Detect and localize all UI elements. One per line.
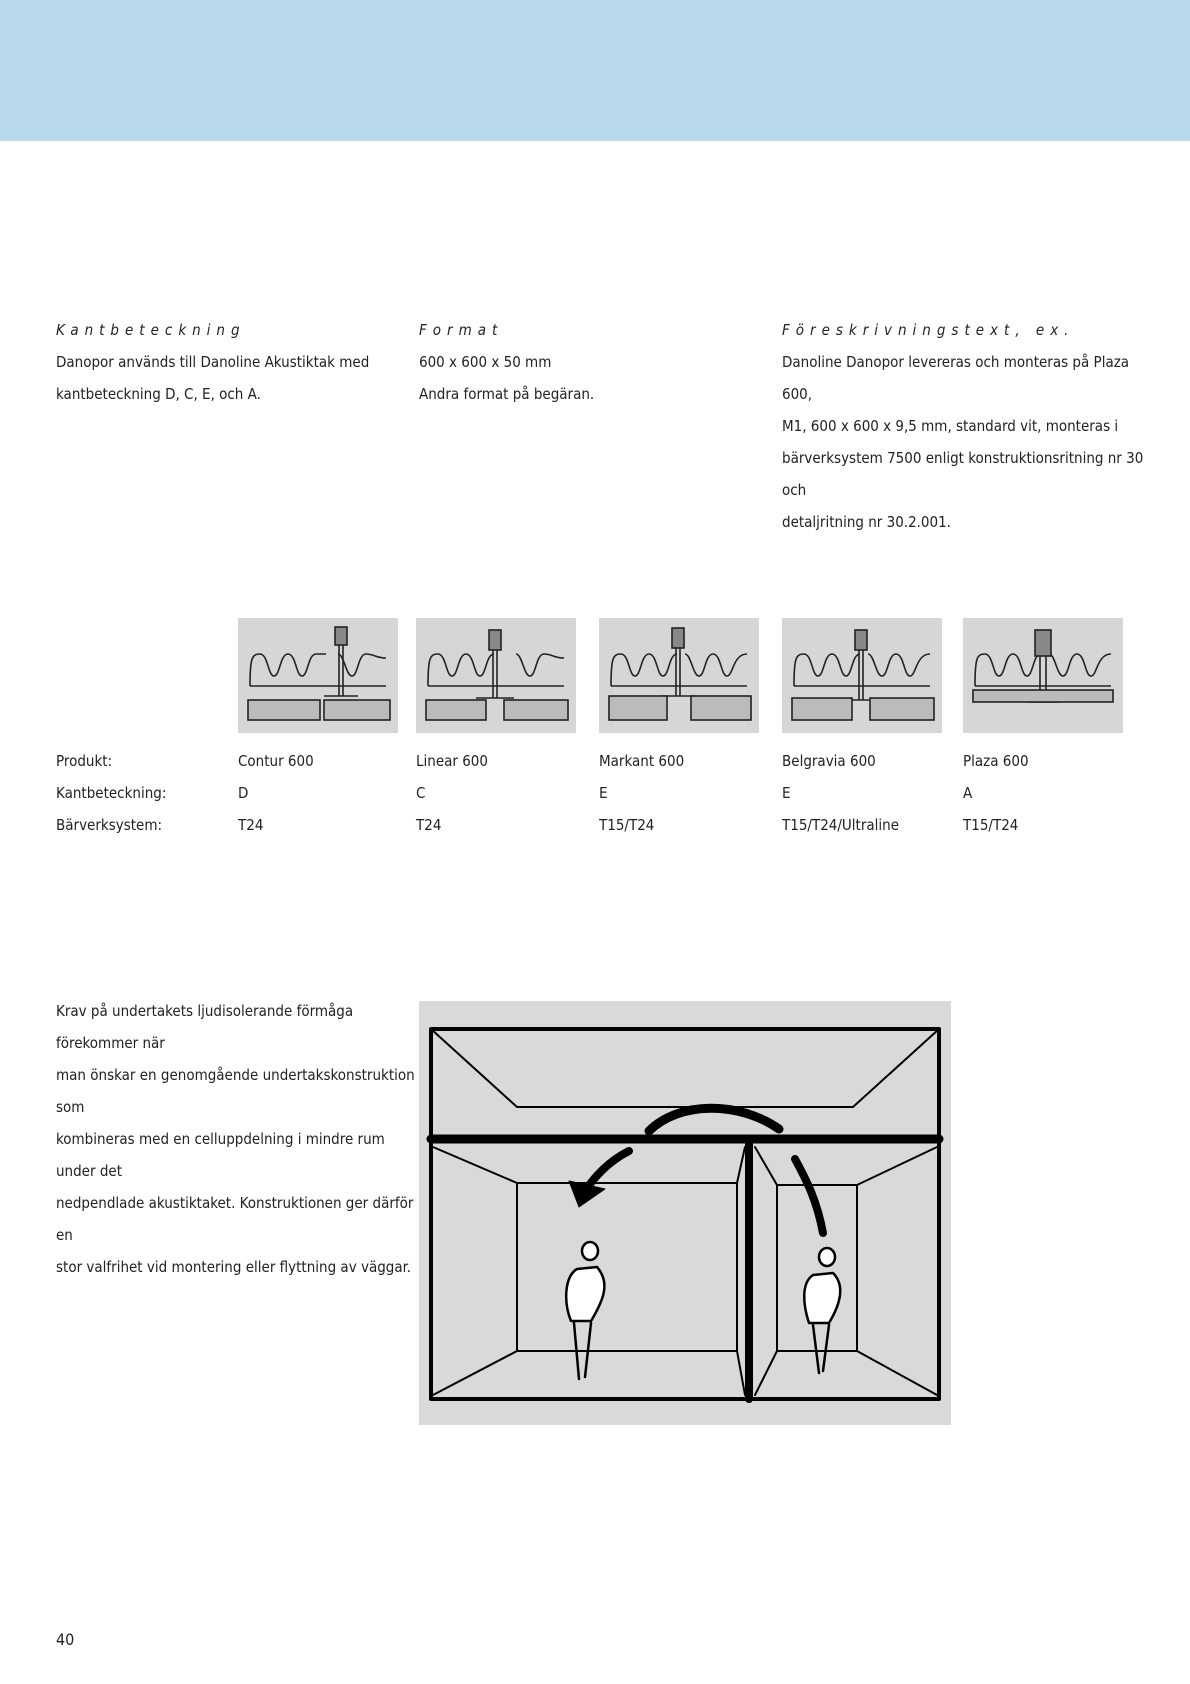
label-produkt: Produkt:	[56, 752, 113, 770]
format-line: 600 x 600 x 50 mm	[419, 353, 552, 371]
kantbeteckning-heading: Kantbeteckning	[56, 321, 246, 339]
description-line: man önskar en genomgående undertakskonstruktion som	[56, 1066, 415, 1116]
product-kant: D	[238, 784, 249, 802]
product-barverk: T24	[416, 816, 442, 834]
label-kantbeteckning: Kantbeteckning:	[56, 784, 167, 802]
product-kant: E	[599, 784, 608, 802]
product-name: Plaza 600	[963, 752, 1029, 770]
label-barverksystem: Bärverksystem:	[56, 816, 163, 834]
profile-markant-image	[599, 618, 759, 733]
kantbeteckning-line: kantbeteckning D, C, E, och A.	[56, 385, 261, 403]
product-kant: A	[963, 784, 973, 802]
product-barverk: T15/T24/Ultraline	[782, 816, 900, 834]
format-line: Andra format på begäran.	[419, 385, 595, 403]
kantbeteckning-line: Danopor används till Danoline Akustiktak med	[56, 353, 370, 371]
product-kant: C	[416, 784, 426, 802]
product-barverk: T24	[238, 816, 264, 834]
profile-contur-image	[238, 618, 398, 733]
room-illustration	[419, 1001, 951, 1425]
profile-linear-image	[416, 618, 576, 733]
product-kant: E	[782, 784, 791, 802]
profile-plaza-image	[963, 618, 1123, 733]
profile-belgravia-image	[782, 618, 942, 733]
foreskrivningstext-line: bärverksystem 7500 enligt konstruktionsritning nr 30 och	[782, 449, 1144, 499]
page-number: 40	[56, 1630, 75, 1649]
description-line: stor valfrihet vid montering eller flyttning av väggar.	[56, 1258, 412, 1276]
foreskrivningstext-column	[782, 314, 1152, 538]
description-line: kombineras med en celluppdelning i mindre rum under det	[56, 1130, 385, 1180]
product-barverk: T15/T24	[963, 816, 1019, 834]
foreskrivningstext-line: detaljritning nr 30.2.001.	[782, 513, 951, 531]
description-line: nedpendlade akustiktaket. Konstruktionen ger därför en	[56, 1194, 414, 1244]
product-name: Linear 600	[416, 752, 488, 770]
foreskrivningstext-line: Danoline Danopor levereras och monteras på Plaza 600,	[782, 353, 1130, 403]
foreskrivningstext-heading: Föreskrivningstext, ex.	[782, 321, 1075, 339]
product-name: Belgravia 600	[782, 752, 876, 770]
product-name: Markant 600	[599, 752, 685, 770]
header-band	[0, 0, 1190, 141]
product-barverk: T15/T24	[599, 816, 655, 834]
foreskrivningstext-line: M1, 600 x 600 x 9,5 mm, standard vit, monteras i	[782, 417, 1119, 435]
format-heading: Format	[419, 321, 504, 339]
format-column	[419, 314, 749, 410]
description-line: Krav på undertakets ljudisolerande förmåga förekommer när	[56, 1002, 354, 1052]
kantbeteckning-column	[56, 314, 386, 410]
product-name: Contur 600	[238, 752, 314, 770]
description-paragraph	[56, 995, 416, 1283]
